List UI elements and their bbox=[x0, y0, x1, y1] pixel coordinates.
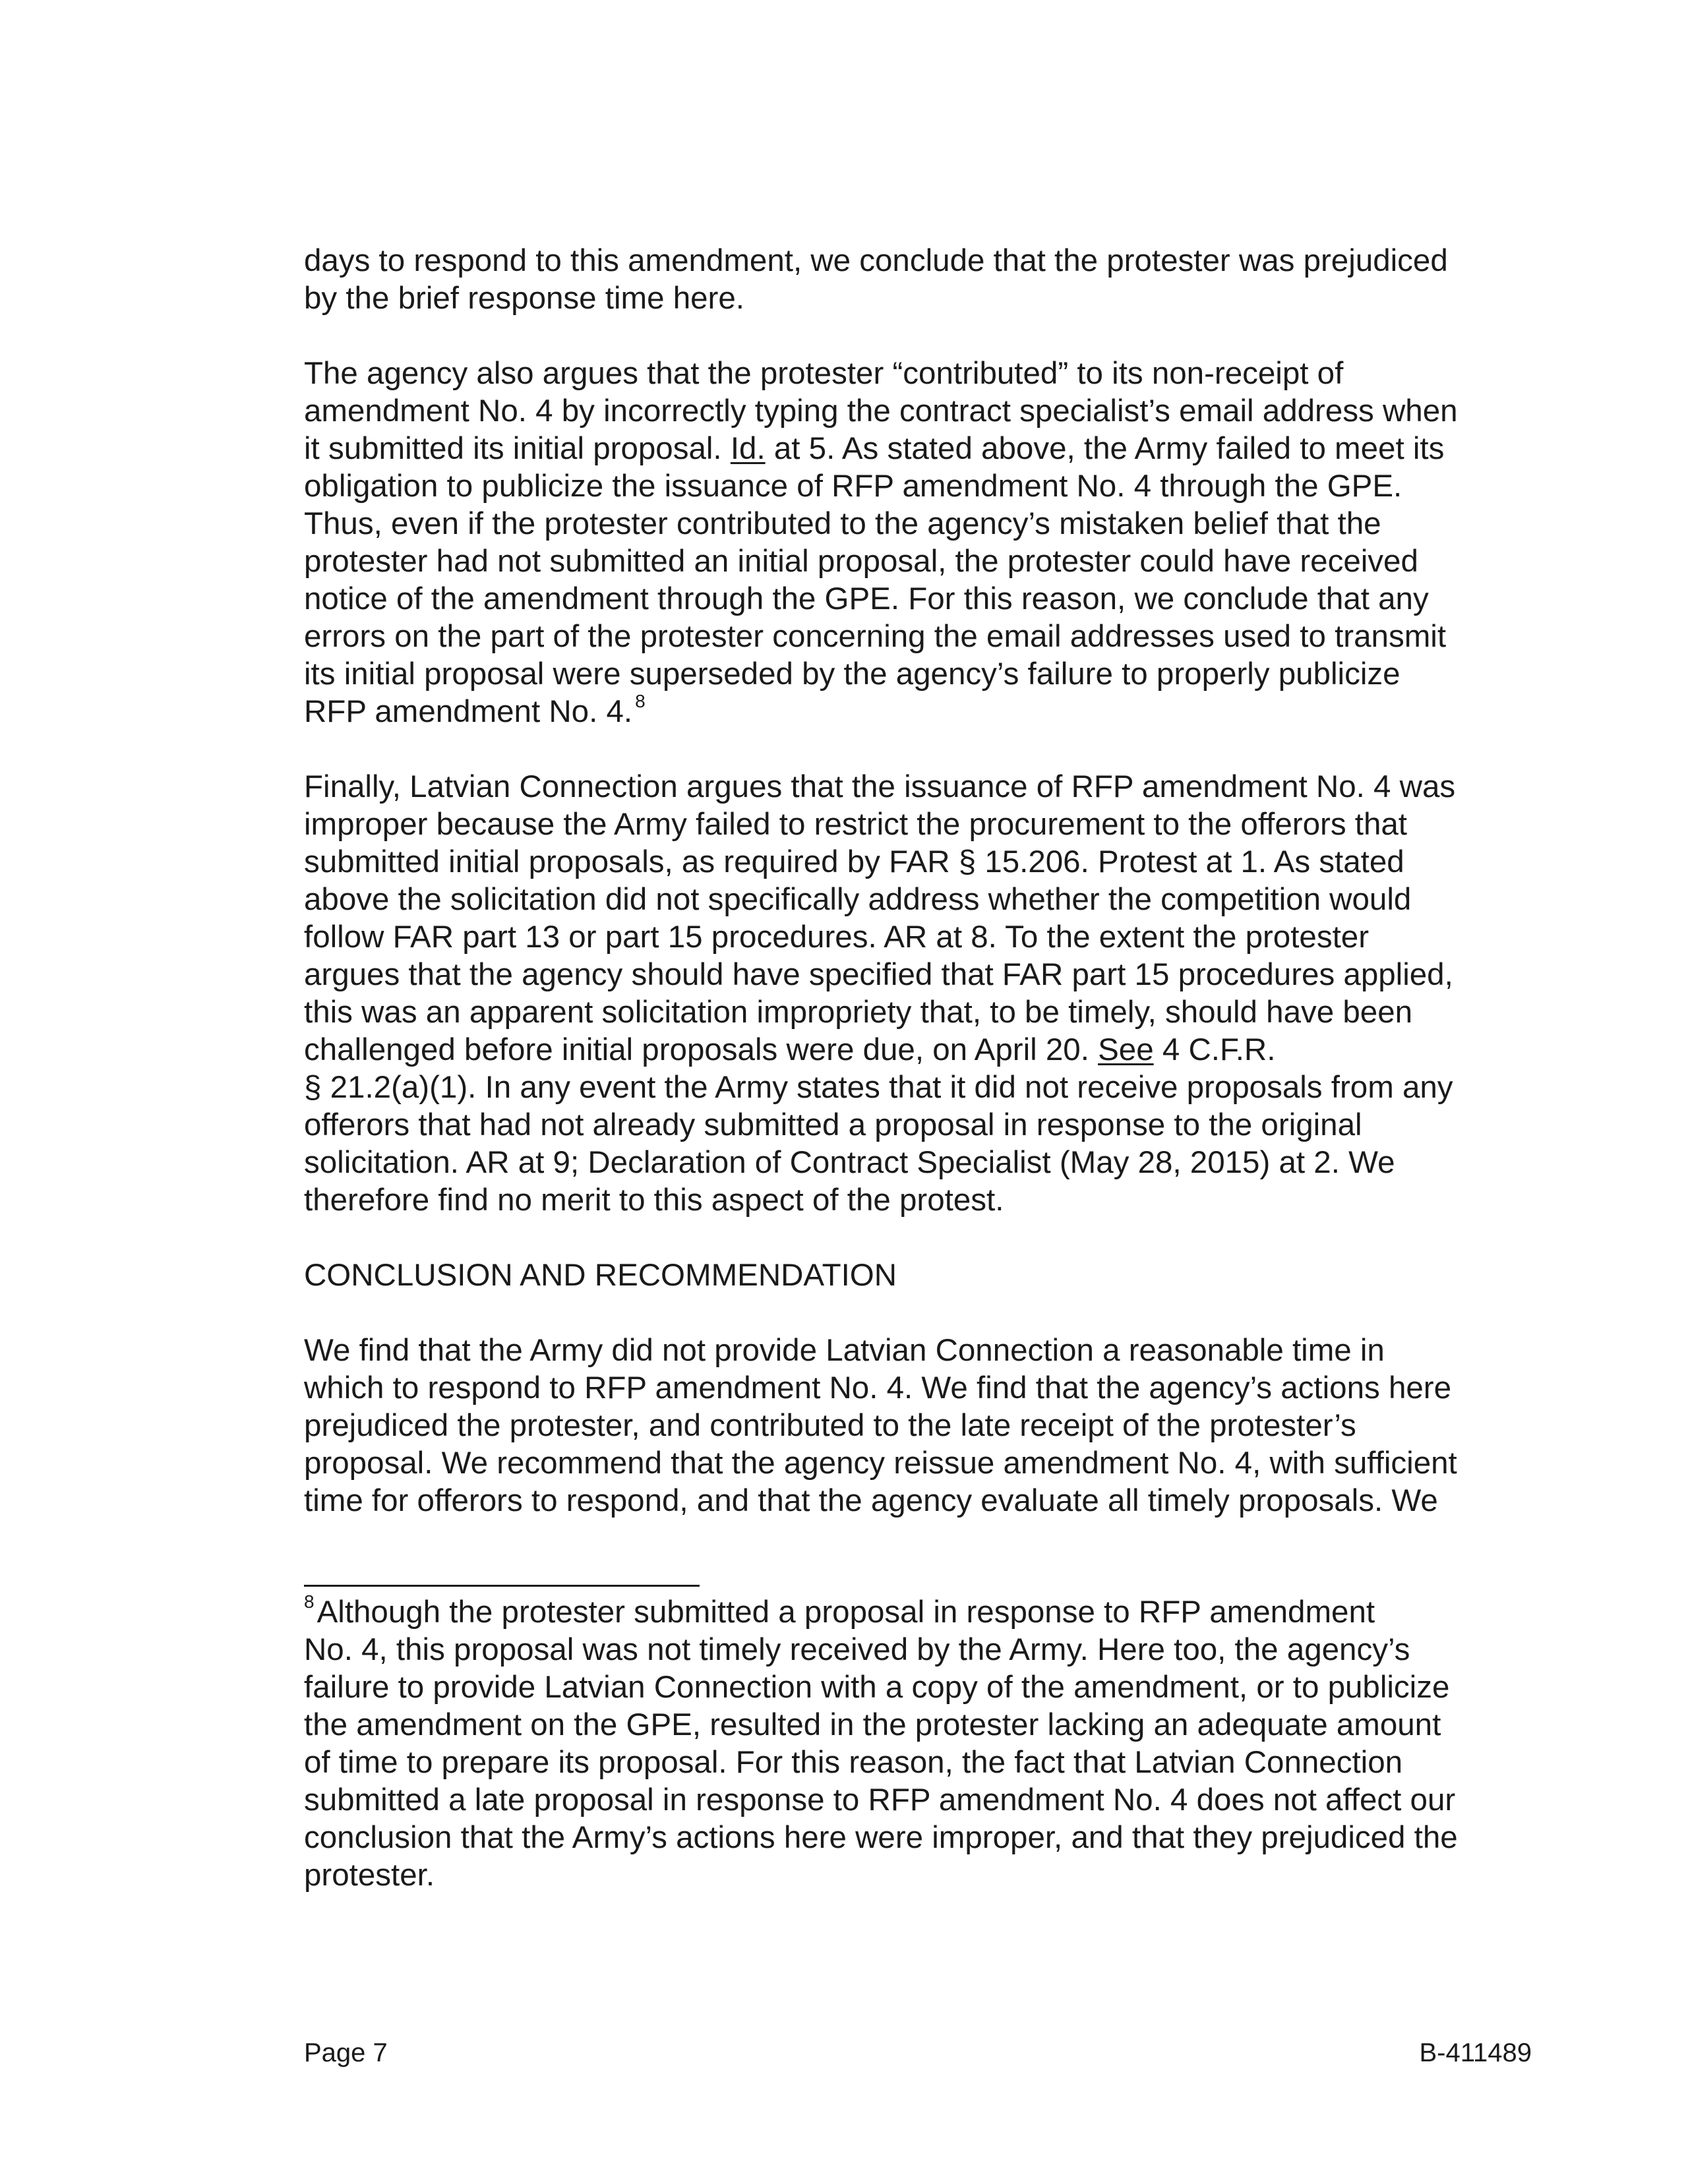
text-line: this was an apparent solicitation impropriety that, to be timely, should have been bbox=[304, 995, 1413, 1030]
footnote-marker: 8 bbox=[304, 1591, 315, 1612]
text-line: obligation to publicize the issuance of RFP amendment No. 4 through the GPE. bbox=[304, 469, 1402, 504]
citation-underlined: See bbox=[1098, 1032, 1154, 1067]
conclusion-paragraph bbox=[304, 1332, 1544, 1520]
text-line: it submitted its initial proposal. Id. at 5. As stated above, the Army failed to meet its bbox=[304, 431, 1445, 466]
text-line: by the brief response time here. bbox=[304, 281, 744, 316]
text-line: protester. bbox=[304, 1858, 435, 1893]
text-line: Thus, even if the protester contributed to the agency’s mistaken belief that the bbox=[304, 506, 1381, 541]
paragraph bbox=[304, 768, 1544, 1219]
text-line: which to respond to RFP amendment No. 4. We find that the agency’s actions here bbox=[304, 1371, 1452, 1405]
paragraph bbox=[304, 242, 1544, 317]
text-line: notice of the amendment through the GPE. For this reason, we conclude that any bbox=[304, 581, 1429, 616]
paragraph bbox=[304, 355, 1544, 730]
text-line: argues that the agency should have specified that FAR part 15 procedures applied, bbox=[304, 957, 1453, 992]
page-number: Page 7 bbox=[304, 2038, 388, 2067]
text-line: proposal. We recommend that the agency reissue amendment No. 4, with sufficient bbox=[304, 1446, 1457, 1481]
text-line: time for offerors to respond, and that the agency evaluate all timely proposals. We bbox=[304, 1483, 1438, 1518]
text-line: improper because the Army failed to restrict the procurement to the offerors that bbox=[304, 807, 1408, 842]
document-body bbox=[304, 242, 1544, 1520]
text-line: solicitation. AR at 9; Declaration of Contract Specialist (May 28, 2015) at 2. We bbox=[304, 1145, 1395, 1180]
text-line: follow FAR part 13 or part 15 procedures. AR at 8. To the extent the protester bbox=[304, 920, 1370, 955]
docket-number: B-411489 bbox=[1419, 2038, 1532, 2067]
text-line: No. 4, this proposal was not timely received by the Army. Here too, the agency’s bbox=[304, 1632, 1410, 1667]
text-line: § 21.2(a)(1). In any event the Army states that it did not receive proposals from any bbox=[304, 1070, 1453, 1105]
text-line: protester had not submitted an initial proposal, the protester could have received bbox=[304, 544, 1418, 579]
text-line: The agency also argues that the protester “contributed” to its non-receipt of bbox=[304, 356, 1344, 391]
text-line: conclusion that the Army’s actions here were improper, and that they prejudiced the bbox=[304, 1820, 1458, 1855]
text-line: days to respond to this amendment, we conclude that the protester was prejudiced bbox=[304, 243, 1448, 278]
text-line: prejudiced the protester, and contributed to the late receipt of the protester’s bbox=[304, 1408, 1356, 1443]
text-line: its initial proposal were superseded by the agency’s failure to properly publicize bbox=[304, 657, 1401, 692]
text-line: the amendment on the GPE, resulted in the protester lacking an adequate amount bbox=[304, 1707, 1441, 1742]
text-line: offerors that had not already submitted a proposal in response to the original bbox=[304, 1107, 1362, 1142]
text-line: RFP amendment No. 4. $^8$ bbox=[304, 691, 646, 729]
text-line: $^8$Although the protester submitted a proposal in response to RFP amendment bbox=[304, 1591, 1375, 1630]
text-line: failure to provide Latvian Connection with a copy of the amendment, or to publicize bbox=[304, 1670, 1450, 1705]
text-line: therefore find no merit to this aspect of the protest. bbox=[304, 1183, 1004, 1218]
citation-underlined: Id. bbox=[730, 431, 766, 466]
text-line: of time to prepare its proposal. For this reason, the fact that Latvian Connection bbox=[304, 1745, 1403, 1780]
text-line: challenged before initial proposals were due, on April 20. See 4 C.F.R. bbox=[304, 1032, 1276, 1067]
text-line: errors on the part of the protester concerning the email addresses used to transmit bbox=[304, 619, 1447, 654]
text-line: We find that the Army did not provide Latvian Connection a reasonable time in bbox=[304, 1333, 1385, 1368]
text-line: Finally, Latvian Connection argues that the issuance of RFP amendment No. 4 was bbox=[304, 769, 1456, 804]
footnote bbox=[304, 1593, 1544, 1894]
footnote-reference: 8 bbox=[635, 691, 646, 711]
section-heading: CONCLUSION AND RECOMMENDATION bbox=[304, 1258, 897, 1293]
text-line: submitted initial proposals, as required by FAR § 15.206. Protest at 1. As stated bbox=[304, 844, 1404, 879]
text-line: amendment No. 4 by incorrectly typing the contract specialist’s email address when bbox=[304, 394, 1458, 428]
text-line: above the solicitation did not specifically address whether the competition would bbox=[304, 882, 1412, 917]
text-line: submitted a late proposal in response to RFP amendment No. 4 does not affect our bbox=[304, 1783, 1456, 1817]
footnote-separator bbox=[304, 1585, 700, 1587]
